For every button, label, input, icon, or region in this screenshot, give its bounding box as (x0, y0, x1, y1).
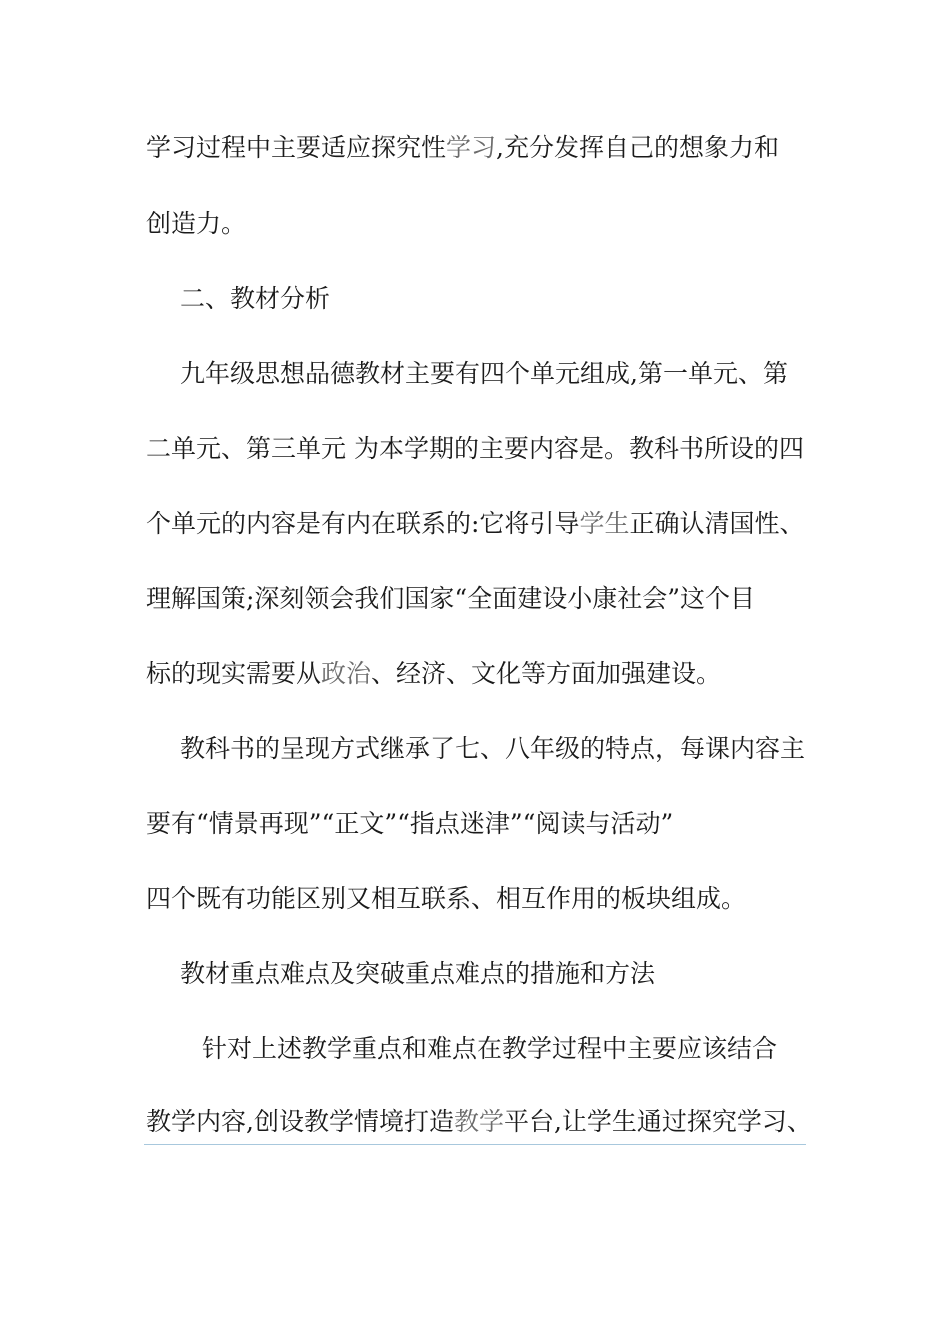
text-span: 平台,让学生通过探究学习、 (503, 1107, 812, 1136)
text-span: 正确认清国性、 (629, 509, 805, 538)
heading-text: 教材重点难点及突破重点难点的措施和方法 (180, 959, 656, 988)
text-line (180, 729, 816, 769)
text-line (146, 429, 816, 469)
text-span: 九年级思想品德教材主要有四个单元组成,第一单元、第 (180, 359, 788, 388)
highlighted-term: 政治 (321, 659, 372, 688)
page-divider (144, 1144, 806, 1145)
text-span: 标的现实需要从 (146, 659, 322, 688)
text-span: 、经济、文化等方面加强建设。 (371, 659, 722, 688)
text-line (146, 128, 816, 168)
text-line (180, 354, 816, 394)
text-line (146, 204, 816, 244)
highlighted-term: 学生 (579, 509, 630, 538)
text-span: 教学内容,创设教学情境打造 (146, 1107, 454, 1136)
text-span: ,充分发挥自己的想象力和 (496, 133, 779, 162)
text-span: 学习过程中主要适应探究性 (146, 133, 447, 162)
text-span: 针对上述教学重点和难点在教学过程中主要应该结合 (202, 1034, 778, 1063)
section-heading (180, 279, 816, 319)
text-span: 创造力。 (146, 209, 247, 238)
section-heading (180, 954, 816, 994)
text-line (146, 579, 816, 619)
text-span: 个单元的内容是有内在联系的:它将引导 (146, 509, 580, 538)
highlighted-term: 教学 (453, 1107, 504, 1136)
highlighted-term: 学习 (446, 133, 497, 162)
text-line (202, 1029, 816, 1069)
heading-text: 二、教材分析 (180, 284, 331, 313)
text-line (146, 654, 816, 694)
text-span: 教科书的呈现方式继承了七、八年级的特点，每课内容主 (180, 734, 806, 763)
text-line (146, 804, 816, 844)
text-line (146, 879, 816, 919)
text-line (146, 504, 816, 544)
text-span: 四个既有功能区别又相互联系、相互作用的板块组成。 (146, 884, 747, 913)
text-span: 二单元、第三单元 为本学期的主要内容是。教科书所设的四 (146, 434, 804, 463)
text-line (146, 1102, 816, 1142)
text-span: 要有“情景再现”“正文”“指点迷津”“阅读与活动” (146, 809, 674, 838)
text-span: 理解国策;深刻领会我们国家“全面建设小康社会”这个目 (146, 584, 755, 613)
